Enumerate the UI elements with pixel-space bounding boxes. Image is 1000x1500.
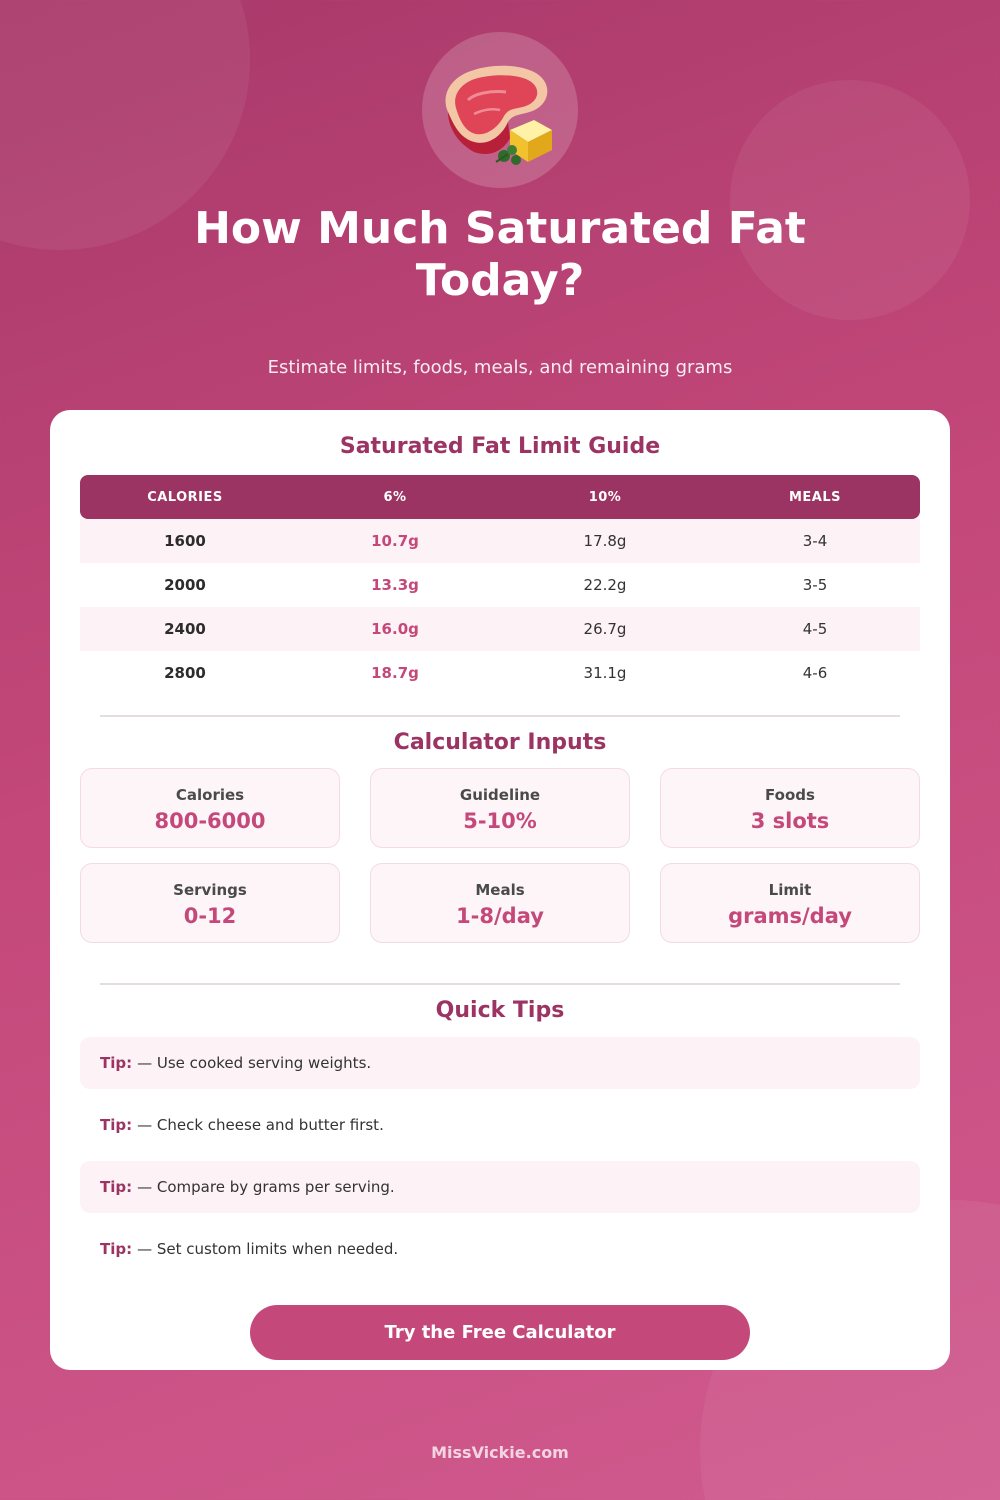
- tip-prefix: Tip:: [100, 1240, 133, 1258]
- page-title: How Much Saturated Fat Today?: [194, 203, 806, 306]
- input-label: Calories: [175, 786, 245, 804]
- input-label: Servings: [173, 881, 247, 899]
- list-item: [80, 1099, 920, 1151]
- input-value: 1-8/day: [456, 904, 544, 928]
- tip-text: — Set custom limits when needed.: [137, 1240, 399, 1258]
- section-divider: [100, 715, 900, 717]
- cell-meals: 4-6: [802, 664, 828, 682]
- hero-badge: [422, 32, 578, 188]
- input-card-guideline: [370, 768, 630, 848]
- input-value: 0-12: [183, 904, 237, 928]
- table-row: [80, 607, 920, 651]
- content-card: [50, 410, 950, 1370]
- inputs-title: Calculator Inputs: [393, 730, 607, 755]
- tip-prefix: Tip:: [100, 1178, 133, 1196]
- cell-10pct: 31.1g: [583, 664, 627, 682]
- col-header-10pct: 10%: [588, 489, 622, 505]
- cell-calories: 2000: [164, 576, 206, 594]
- input-value: grams/day: [728, 904, 852, 928]
- limit-guide-table: [80, 475, 920, 695]
- table-row: [80, 519, 920, 563]
- cell-6pct: 16.0g: [371, 620, 419, 638]
- input-label: Limit: [768, 881, 812, 899]
- input-value: 3 slots: [750, 809, 830, 833]
- table-row: [80, 651, 920, 695]
- input-card-servings: [80, 863, 340, 943]
- tip-text: — Compare by grams per serving.: [137, 1178, 395, 1196]
- input-card-calories: [80, 768, 340, 848]
- input-label: Meals: [475, 881, 525, 899]
- tips-title: Quick Tips: [435, 998, 565, 1023]
- cell-meals: 4-5: [802, 620, 828, 638]
- page-subtitle: Estimate limits, foods, meals, and remaining grams: [267, 357, 733, 378]
- input-card-meals: [370, 863, 630, 943]
- list-item: [80, 1161, 920, 1213]
- input-label: Guideline: [459, 786, 541, 804]
- cell-calories: 2400: [164, 620, 206, 638]
- input-label: Foods: [765, 786, 815, 804]
- cell-6pct: 10.7g: [371, 532, 419, 550]
- input-card-limit: [660, 863, 920, 943]
- cell-calories: 2800: [164, 664, 206, 682]
- table-header: [80, 475, 920, 519]
- tip-text: — Use cooked serving weights.: [137, 1054, 372, 1072]
- cell-6pct: 18.7g: [371, 664, 419, 682]
- cell-meals: 3-4: [802, 532, 828, 550]
- cell-10pct: 17.8g: [583, 532, 627, 550]
- cell-meals: 3-5: [802, 576, 828, 594]
- table-row: [80, 563, 920, 607]
- input-value: 800-6000: [154, 809, 266, 833]
- input-value: 5-10%: [463, 809, 537, 833]
- try-calculator-button[interactable]: Try the Free Calculator: [250, 1305, 750, 1360]
- input-card-foods: [660, 768, 920, 848]
- tip-prefix: Tip:: [100, 1116, 133, 1134]
- col-header-meals: MEALS: [788, 489, 842, 505]
- cell-10pct: 22.2g: [583, 576, 627, 594]
- section-divider: [100, 983, 900, 985]
- list-item: [80, 1037, 920, 1089]
- cell-calories: 1600: [164, 532, 206, 550]
- list-item: [80, 1223, 920, 1275]
- tip-prefix: Tip:: [100, 1054, 133, 1072]
- tip-text: — Check cheese and butter first.: [137, 1116, 384, 1134]
- cell-10pct: 26.7g: [583, 620, 627, 638]
- col-header-calories: CALORIES: [147, 489, 223, 505]
- steak-butter-icon: [434, 50, 564, 170]
- guide-title: Saturated Fat Limit Guide: [339, 434, 661, 459]
- cell-6pct: 13.3g: [371, 576, 419, 594]
- footer-site-name[interactable]: MissVickie.com: [431, 1443, 569, 1462]
- col-header-6pct: 6%: [383, 489, 407, 505]
